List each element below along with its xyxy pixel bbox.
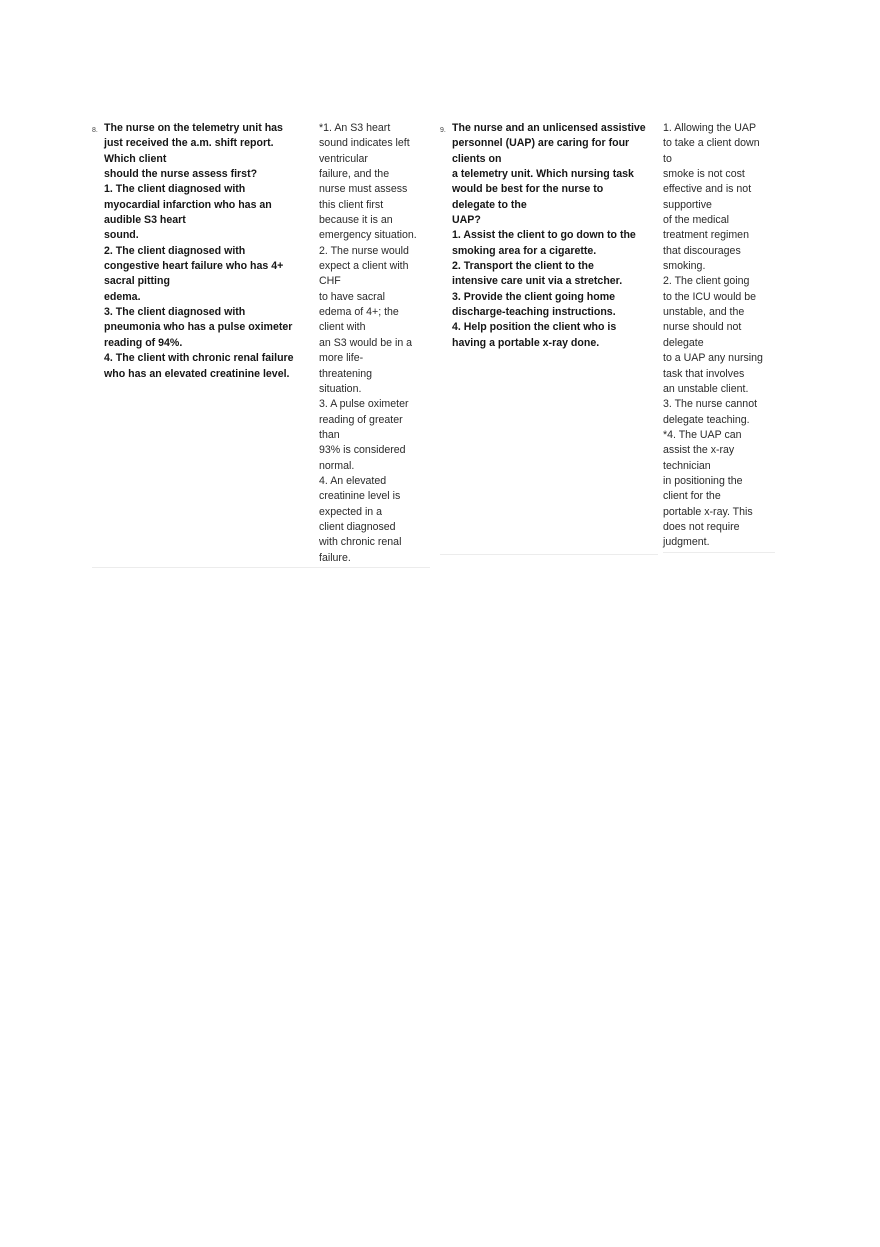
answer-9-line: an unstable client. [663, 382, 749, 395]
answer-8-line: *1. An S3 heart [319, 122, 391, 134]
question-8-line: pneumonia who has a pulse oximeter [104, 321, 293, 334]
question-8-line: reading of 94%. [104, 336, 183, 349]
question-9-option-3: 3. Provide the client going home [452, 290, 616, 303]
answer-8-rationale [319, 121, 431, 566]
answer-9-line: that discourages [663, 244, 741, 257]
answer-8-line: because it is an [319, 214, 393, 227]
answer-8-line: nurse must assess [319, 183, 408, 196]
answer-9-line: unstable, and the [663, 306, 745, 319]
question-8-option-2: 2. The client diagnosed with [104, 244, 246, 257]
answer-8-line: client with [319, 321, 366, 334]
question-9-option-4: 4. Help position the client who is [452, 321, 617, 334]
answer-9-rationale [663, 121, 775, 551]
answer-8-line: edema of 4+; the [319, 306, 399, 319]
answer-8-line: with chronic renal [319, 536, 402, 549]
question-8-line: should the nurse assess first? [104, 168, 258, 181]
answer-9-line: portable x-ray. This [663, 505, 753, 518]
answer-9-line: smoke is not cost [663, 168, 745, 181]
question-8-line: myocardial infarction who has an [104, 198, 272, 211]
answer-9-line: to the ICU would be [663, 290, 757, 303]
answer-8-line: CHF [319, 275, 341, 288]
answer-9-line: task that involves [663, 367, 745, 380]
answer-9-line: to a UAP any nursing [663, 352, 763, 365]
answer-8-line: emergency situation. [319, 229, 417, 242]
answer-9-line: of the medical [663, 214, 729, 227]
question-8-option-1: 1. The client diagnosed with [104, 183, 246, 196]
question-9-text [440, 121, 652, 351]
answer-8-line: failure. [319, 551, 351, 564]
question-8-line: who has an elevated creatinine level. [104, 367, 290, 380]
answer-8-line: creatinine level is [319, 490, 401, 503]
answer-8-line: to have sacral [319, 290, 385, 303]
answer-8-line: expected in a [319, 505, 383, 518]
question-8-line: audible S3 heart [104, 214, 186, 227]
answer-9-line: nurse should not [663, 321, 742, 334]
answer-9-line: assist the x-ray [663, 444, 735, 457]
answer-8-line: normal. [319, 459, 355, 472]
answer-9-line: technician [663, 459, 711, 472]
question-9-line: UAP? [452, 214, 481, 227]
answer-8-line: than [319, 428, 340, 441]
answer-8-line: expect a client with [319, 260, 409, 273]
answer-9-line: delegate [663, 336, 704, 349]
answer-8-line: 4. An elevated [319, 474, 387, 487]
answer-9-line: delegate teaching. [663, 413, 750, 426]
question-8-option-3: 3. The client diagnosed with [104, 306, 246, 319]
question-9-line: personnel (UAP) are caring for four [452, 137, 630, 150]
answer-9-line: judgment. [663, 536, 710, 549]
question-8-line: The nurse on the telemetry unit has [104, 122, 283, 134]
answer-9-line: smoking. [663, 260, 706, 273]
answer-9-line: to take a client down [663, 137, 760, 150]
answer-9-line: to [663, 152, 672, 165]
question-8-line: just received the a.m. shift report. [104, 137, 274, 150]
question-9-line: having a portable x-ray done. [452, 336, 600, 349]
question-8-line: sound. [104, 229, 139, 242]
answer-9-line: client for the [663, 490, 721, 503]
answer-9-line: in positioning the [663, 474, 743, 487]
table-divider [440, 554, 658, 555]
question-8-line: sacral pitting [104, 275, 170, 288]
answer-9-line: supportive [663, 198, 712, 211]
answer-9-line: 3. The nurse cannot [663, 398, 758, 411]
question-9-line: discharge-teaching instructions. [452, 306, 616, 319]
answer-8-line: threatening [319, 367, 373, 380]
answer-8-line: reading of greater [319, 413, 403, 426]
answer-8-line: ventricular [319, 152, 368, 165]
question-8-option-4: 4. The client with chronic renal failure [104, 352, 294, 365]
table-divider [92, 567, 430, 568]
question-8-line: Which client [104, 152, 167, 165]
question-9-line: would be best for the nurse to [452, 183, 604, 196]
question-8-line: congestive heart failure who has 4+ [104, 260, 284, 273]
answer-9-line: treatment regimen [663, 229, 749, 242]
question-9-line: intensive care unit via a stretcher. [452, 275, 623, 288]
answer-8-line: failure, and the [319, 168, 390, 181]
answer-8-line: sound indicates left [319, 137, 410, 150]
question-9-option-2: 2. Transport the client to the [452, 260, 594, 273]
question-9-line: delegate to the [452, 198, 527, 211]
answer-8-line: an S3 would be in a [319, 336, 413, 349]
question-9-line: a telemetry unit. Which nursing task [452, 168, 634, 181]
answer-9-line: *4. The UAP can [663, 428, 742, 441]
answer-8-line: more life- [319, 352, 364, 365]
answer-8-line: 2. The nurse would [319, 244, 409, 257]
question-9-option-1: 1. Assist the client to go down to the [452, 229, 636, 242]
question-9-line: smoking area for a cigarette. [452, 244, 597, 257]
question-9-line: The nurse and an unlicensed assistive [452, 122, 646, 134]
answer-8-line: client diagnosed [319, 520, 396, 533]
answer-8-line: 3. A pulse oximeter [319, 398, 409, 411]
question-9-number: 9. [440, 127, 446, 134]
answer-9-line: does not require [663, 520, 740, 533]
answer-8-line: 93% is considered [319, 444, 406, 457]
answer-8-line: this client first [319, 198, 384, 211]
question-8-line: edema. [104, 290, 141, 303]
answer-9-line: effective and is not [663, 183, 752, 196]
question-8-number: 8. [92, 127, 98, 134]
answer-9-line: 2. The client going [663, 275, 750, 288]
answer-8-line: situation. [319, 382, 362, 395]
table-divider [663, 552, 775, 553]
question-9-line: clients on [452, 152, 502, 165]
question-8-text [92, 121, 298, 382]
answer-9-line: 1. Allowing the UAP [663, 122, 757, 134]
